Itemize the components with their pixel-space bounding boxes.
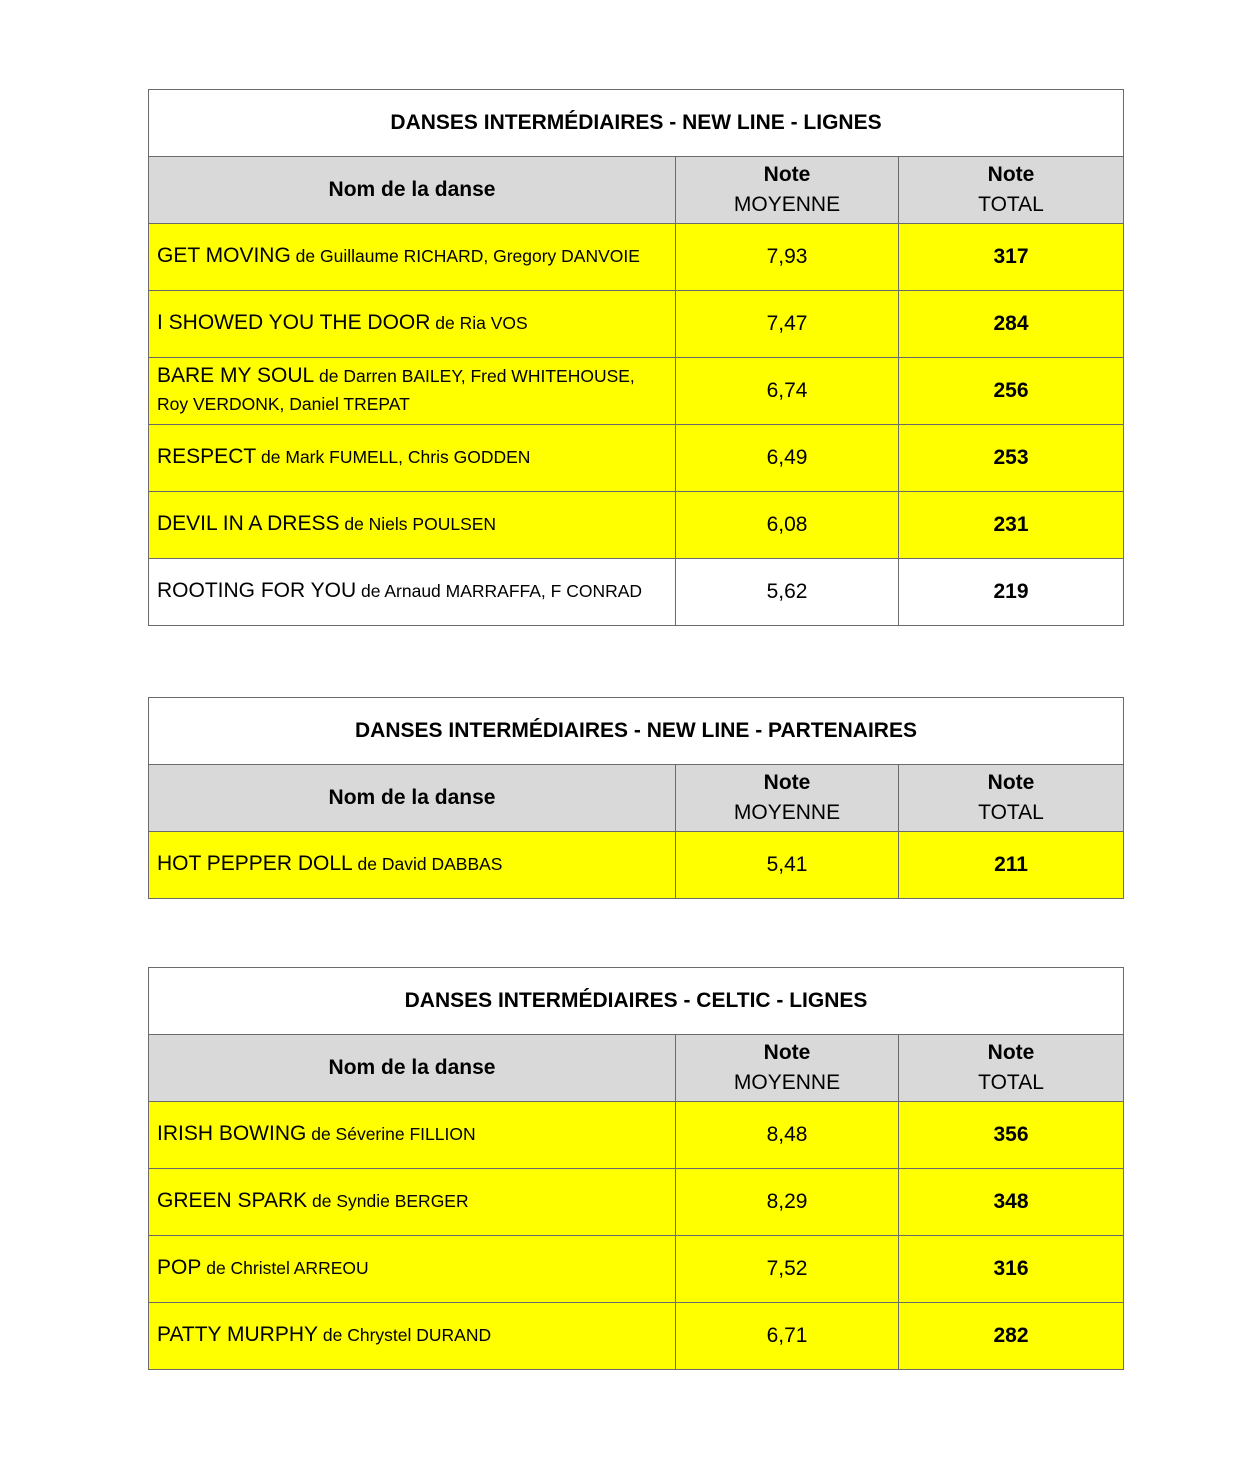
column-header-average-top: Note — [763, 163, 811, 186]
dance-author: de Arnaud MARRAFFA, F CONRAD — [356, 581, 643, 601]
results-table-new-line-partenaires — [148, 697, 1124, 899]
average-score: 7,47 — [676, 291, 899, 358]
dance-title: GET MOVING — [157, 244, 291, 267]
average-score: 6,49 — [676, 425, 899, 492]
average-score: 6,71 — [676, 1303, 899, 1370]
results-table-celtic-lignes — [148, 967, 1124, 1370]
column-header-total — [899, 157, 1124, 224]
column-header-average — [676, 765, 899, 832]
table-row — [149, 832, 1124, 899]
column-header-average — [676, 1035, 899, 1102]
average-score: 7,93 — [676, 224, 899, 291]
column-header-total-bottom: TOTAL — [978, 193, 1044, 216]
total-score: 231 — [899, 492, 1124, 559]
average-score: 6,74 — [676, 358, 899, 425]
average-score: 8,29 — [676, 1169, 899, 1236]
column-header-total-top: Note — [987, 1041, 1035, 1064]
dance-name-cell — [149, 1236, 676, 1303]
dance-author: de Syndie BERGER — [307, 1191, 469, 1211]
dance-author: de David DABBAS — [352, 854, 503, 874]
dance-title: POP — [157, 1256, 202, 1279]
table-row — [149, 1303, 1124, 1370]
total-score: 348 — [899, 1169, 1124, 1236]
dance-title: IRISH BOWING — [157, 1122, 307, 1145]
average-score: 8,48 — [676, 1102, 899, 1169]
dance-name-cell — [149, 1169, 676, 1236]
column-header-total-bottom: TOTAL — [978, 1071, 1044, 1094]
column-header-average-bottom: MOYENNE — [733, 193, 841, 216]
table-row — [149, 492, 1124, 559]
dance-name-cell — [149, 224, 676, 291]
dance-name-cell — [149, 559, 676, 626]
column-header-average-top: Note — [763, 1041, 811, 1064]
dance-name-cell — [149, 1303, 676, 1370]
column-header-average-bottom: MOYENNE — [733, 801, 841, 824]
total-score: 211 — [899, 832, 1124, 899]
table-title: DANSES INTERMÉDIAIRES - NEW LINE - LIGNES — [149, 90, 1124, 157]
average-score: 7,52 — [676, 1236, 899, 1303]
table-title: DANSES INTERMÉDIAIRES - NEW LINE - PARTENAIRES — [149, 698, 1124, 765]
dance-name-cell — [149, 832, 676, 899]
total-score: 317 — [899, 224, 1124, 291]
column-header-total-top: Note — [987, 163, 1035, 186]
dance-author: de Guillaume RICHARD, Gregory DANVOIE — [290, 246, 640, 266]
average-score: 5,41 — [676, 832, 899, 899]
dance-title: I SHOWED YOU THE DOOR — [157, 311, 431, 334]
total-score: 253 — [899, 425, 1124, 492]
dance-title: DEVIL IN A DRESS — [157, 512, 340, 535]
results-table-new-line-lignes — [148, 89, 1124, 626]
table-row — [149, 291, 1124, 358]
dance-title: RESPECT — [157, 445, 257, 468]
total-score: 356 — [899, 1102, 1124, 1169]
dance-name-cell — [149, 1102, 676, 1169]
dance-author: de Niels POULSEN — [339, 514, 497, 534]
dance-title: GREEN SPARK — [157, 1189, 308, 1212]
dance-author: de Christel ARREOU — [201, 1258, 369, 1278]
dance-author: de Mark FUMELL, Chris GODDEN — [256, 447, 531, 467]
column-header-total — [899, 765, 1124, 832]
total-score: 282 — [899, 1303, 1124, 1370]
column-header-name: Nom de la danse — [149, 1035, 676, 1102]
table-row — [149, 1102, 1124, 1169]
column-header-total-top: Note — [987, 771, 1035, 794]
dance-title: ROOTING FOR YOU — [157, 579, 357, 602]
column-header-name: Nom de la danse — [149, 157, 676, 224]
dance-title: HOT PEPPER DOLL — [157, 852, 353, 875]
dance-name-cell — [149, 358, 676, 425]
table-row — [149, 559, 1124, 626]
dance-title: BARE MY SOUL — [157, 364, 315, 387]
column-header-total-bottom: TOTAL — [978, 801, 1044, 824]
column-header-name: Nom de la danse — [149, 765, 676, 832]
table-row — [149, 358, 1124, 425]
table-row — [149, 1169, 1124, 1236]
column-header-average-top: Note — [763, 771, 811, 794]
average-score: 6,08 — [676, 492, 899, 559]
column-header-average — [676, 157, 899, 224]
table-row — [149, 425, 1124, 492]
average-score: 5,62 — [676, 559, 899, 626]
dance-author: de Darren BAILEY, Fred WHITEHOUSE, Roy VERDONK, Daniel TREPAT — [157, 366, 635, 414]
dance-author: de Ria VOS — [430, 313, 528, 333]
total-score: 284 — [899, 291, 1124, 358]
table-title: DANSES INTERMÉDIAIRES - CELTIC - LIGNES — [149, 968, 1124, 1035]
column-header-average-bottom: MOYENNE — [733, 1071, 841, 1094]
dance-name-cell — [149, 492, 676, 559]
table-row — [149, 224, 1124, 291]
dance-author: de Chrystel DURAND — [318, 1325, 492, 1345]
dance-author: de Séverine FILLION — [306, 1124, 476, 1144]
dance-title: PATTY MURPHY — [157, 1323, 319, 1346]
total-score: 256 — [899, 358, 1124, 425]
dance-name-cell — [149, 291, 676, 358]
total-score: 316 — [899, 1236, 1124, 1303]
total-score: 219 — [899, 559, 1124, 626]
dance-name-cell — [149, 425, 676, 492]
column-header-total — [899, 1035, 1124, 1102]
table-row — [149, 1236, 1124, 1303]
